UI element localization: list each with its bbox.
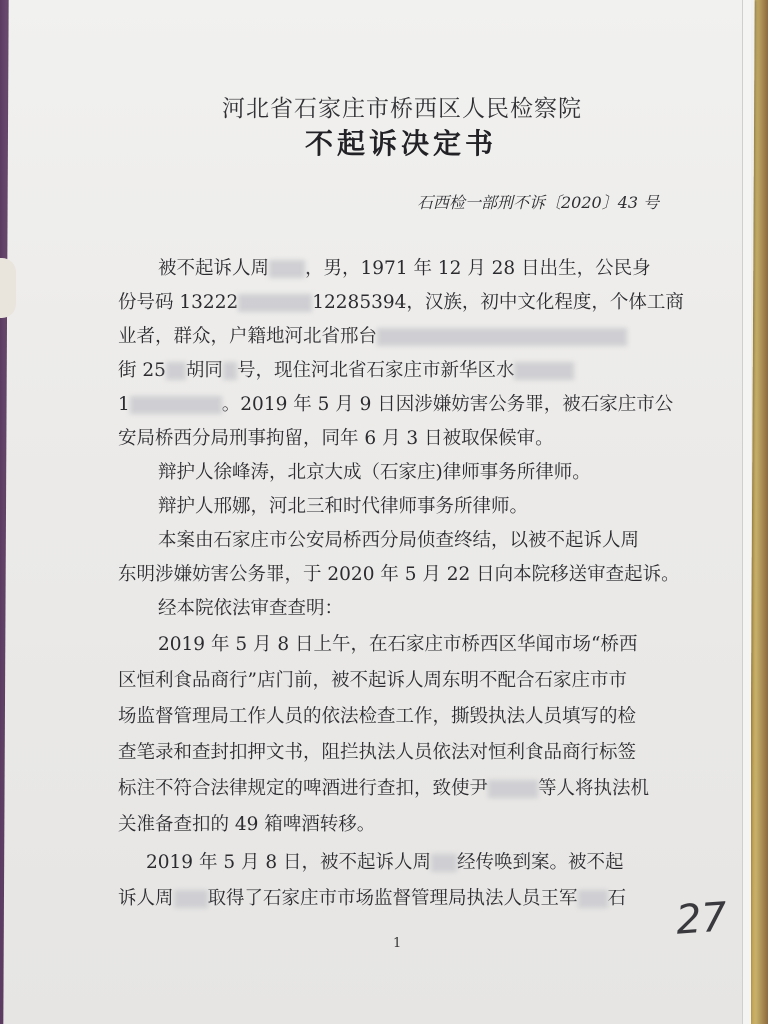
redaction-blur [223,362,237,380]
redaction-blur [488,780,538,798]
body-line-18 [146,848,624,874]
body-line-3 [118,322,627,348]
body-line-4 [118,356,574,382]
redaction-blur [130,396,222,414]
document-number: 石西检一部刑不诉〔2020〕43 号 [417,193,660,212]
text-segment: 街 25 [118,360,166,381]
text-segment: 石 [607,888,627,909]
redaction-blur [431,854,457,872]
body-line-17: 关准备查扣的 49 箱啤酒转移。 [118,814,376,835]
body-line-2 [118,288,684,314]
text-segment: 2019 年 5 月 8 日，被不起诉人周 [146,852,432,873]
redaction-blur [514,362,574,380]
body-line-14: 场监督管理局工作人员的依法检查工作，撕毁执法人员填写的检 [118,706,637,727]
text-segment: 业者，群众，户籍地河北省邢台 [118,326,378,347]
redaction-blur [377,328,627,346]
text-segment: 份号码 13222 [118,292,239,313]
text-segment: 取得了石家庄市市场监督管理局执法人员王军 [207,888,578,909]
redaction-blur [166,362,186,380]
body-line-9: 本案由石家庄市公安局桥西分局侦查终结，以被不起诉人周 [158,530,640,551]
text-segment: 诉人周 [118,888,174,909]
paper-edge [742,0,751,1024]
body-line-8: 辩护人邢娜，河北三和时代律师事务所律师。 [158,496,529,517]
body-line-5 [118,390,673,416]
body-line-10: 东明涉嫌妨害公务罪，于 2020 年 5 月 22 日向本院移送审查起诉。 [118,564,680,585]
text-segment: 号，现住河北省石家庄市新华区水 [236,360,515,381]
text-segment: 12285394，汉族，初中文化程度，个体工商 [312,292,684,313]
text-segment: ，男，1971 年 12 月 28 日出生，公民身 [305,258,651,279]
text-segment: 1 [118,394,130,415]
body-line-7: 辩护人徐峰涛，北京大成（石家庄)律师事务所律师。 [158,462,591,483]
body-line-16 [118,774,649,800]
text-segment: 。2019 年 5 月 9 日因涉嫌妨害公务罪，被石家庄市公 [221,394,674,415]
body-line-15: 查笔录和查封扣押文书，阻拦执法人员依法对恒利食品商行标签 [118,742,637,763]
body-line-1 [158,254,651,280]
text-segment: 经传唤到案。被不起 [457,852,624,873]
redaction-blur [238,294,312,312]
body-line-13: 区恒利食品商行”店门前，被不起诉人周东明不配合石家庄市市 [118,670,627,691]
page-number: 1 [393,936,402,951]
text-segment: 标注不符合法律规定的啤酒进行查扣，致使尹 [118,778,489,799]
document-title: 不起诉决定书 [305,127,498,160]
handwritten-mark: 27 [674,894,729,944]
text-segment: 被不起诉人周 [158,258,270,279]
binder-clip [0,258,16,318]
redaction-blur [269,260,305,278]
body-line-11: 经本院依法审查查明： [158,598,344,619]
redaction-blur [578,890,608,908]
body-line-6: 安局桥西分局刑事拘留，同年 6 月 3 日被取保候审。 [118,428,554,449]
text-segment: 等人将执法机 [538,778,650,799]
redaction-blur [174,890,208,908]
body-line-12: 2019 年 5 月 8 日上午，在石家庄市桥西区华闻市场“桥西 [158,634,638,655]
body-line-19 [118,884,626,910]
text-segment: 胡同 [185,360,223,381]
procuratorate-name: 河北省石家庄市桥西区人民检察院 [222,96,582,122]
